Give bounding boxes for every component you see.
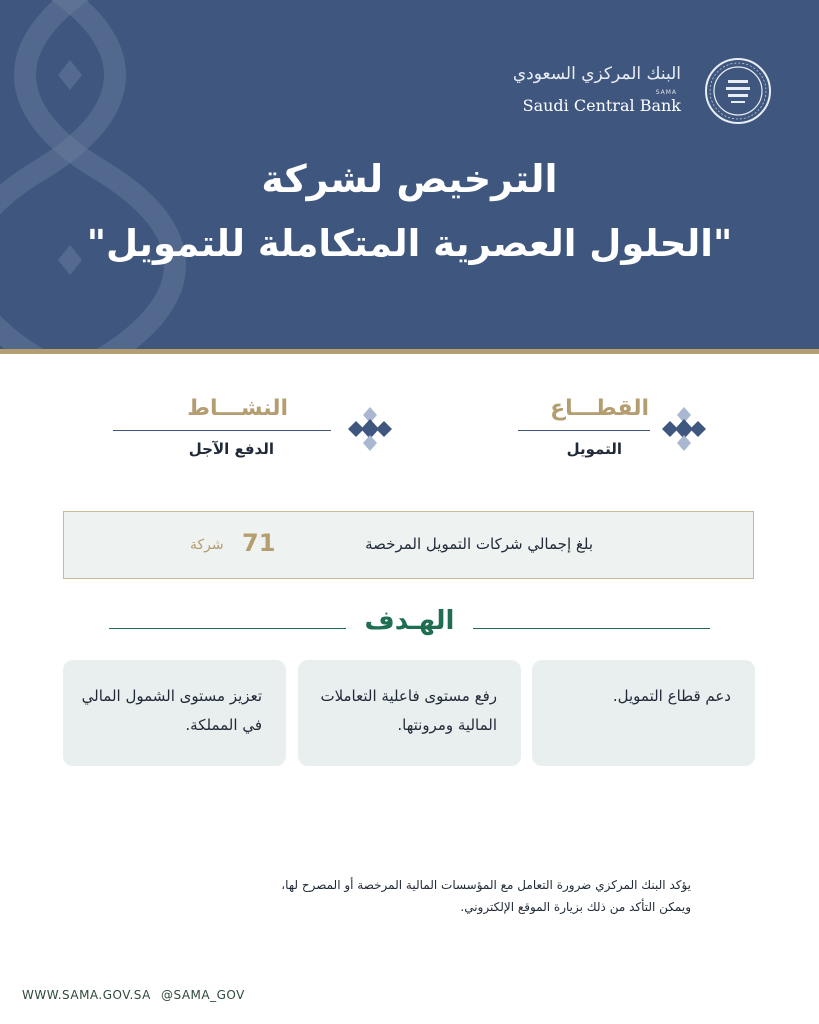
company-name: "الحلول العصرية المتكاملة للتمويل" <box>86 222 733 265</box>
disclaimer-line: يؤكد البنك المركزي ضرورة التعامل مع المؤسسات المالية المرخصة أو المصرح لها، <box>281 878 691 892</box>
sama-seal-icon <box>703 56 773 126</box>
licensed-count-number: 71 <box>242 529 276 557</box>
sector-underline <box>518 430 650 431</box>
diamond-icon <box>660 405 708 453</box>
logo-english-name: Saudi Central Bank <box>522 96 681 115</box>
sector-heading: القطـــاع <box>550 396 649 421</box>
goal-card <box>298 660 521 766</box>
goal-card-text: دعم قطاع التمويل. <box>612 687 731 705</box>
page-title: الترخيص لشركة <box>261 157 558 201</box>
goal-heading: الهـدف <box>364 606 455 636</box>
disclaimer-line: ويمكن التأكد من ذلك بزيارة الموقع الإلكتروني. <box>460 900 691 914</box>
activity-underline <box>113 430 331 431</box>
goal-card <box>532 660 755 766</box>
sama-logo[interactable] <box>513 56 773 124</box>
licensed-count-box <box>63 511 754 579</box>
gold-divider <box>0 349 819 354</box>
sector-value: التمويل <box>566 440 622 458</box>
diamond-icon <box>346 405 394 453</box>
goal-card <box>63 660 286 766</box>
disclaimer <box>171 874 691 918</box>
licensed-count-label: بلغ إجمالي شركات التمويل المرخصة <box>365 535 593 553</box>
goal-card-text: تعزيز مستوى الشمول المالي في المملكة. <box>81 687 262 734</box>
goal-divider-right <box>473 628 710 629</box>
logo-abbreviation: SAMA <box>655 89 677 96</box>
activity-value: الدفع الآجل <box>188 440 274 458</box>
licensed-count-unit: شركة <box>190 537 224 553</box>
header-banner <box>0 0 819 352</box>
website-link[interactable]: WWW.SAMA.GOV.SA <box>22 988 151 1002</box>
goal-card-text: رفع مستوى فاعلية التعاملات المالية ومرونتها. <box>320 687 497 734</box>
social-handle-link[interactable]: @SAMA_GOV <box>161 988 245 1002</box>
activity-heading: النشـــاط <box>187 396 288 421</box>
logo-arabic-name: البنك المركزي السعودي <box>512 64 681 84</box>
